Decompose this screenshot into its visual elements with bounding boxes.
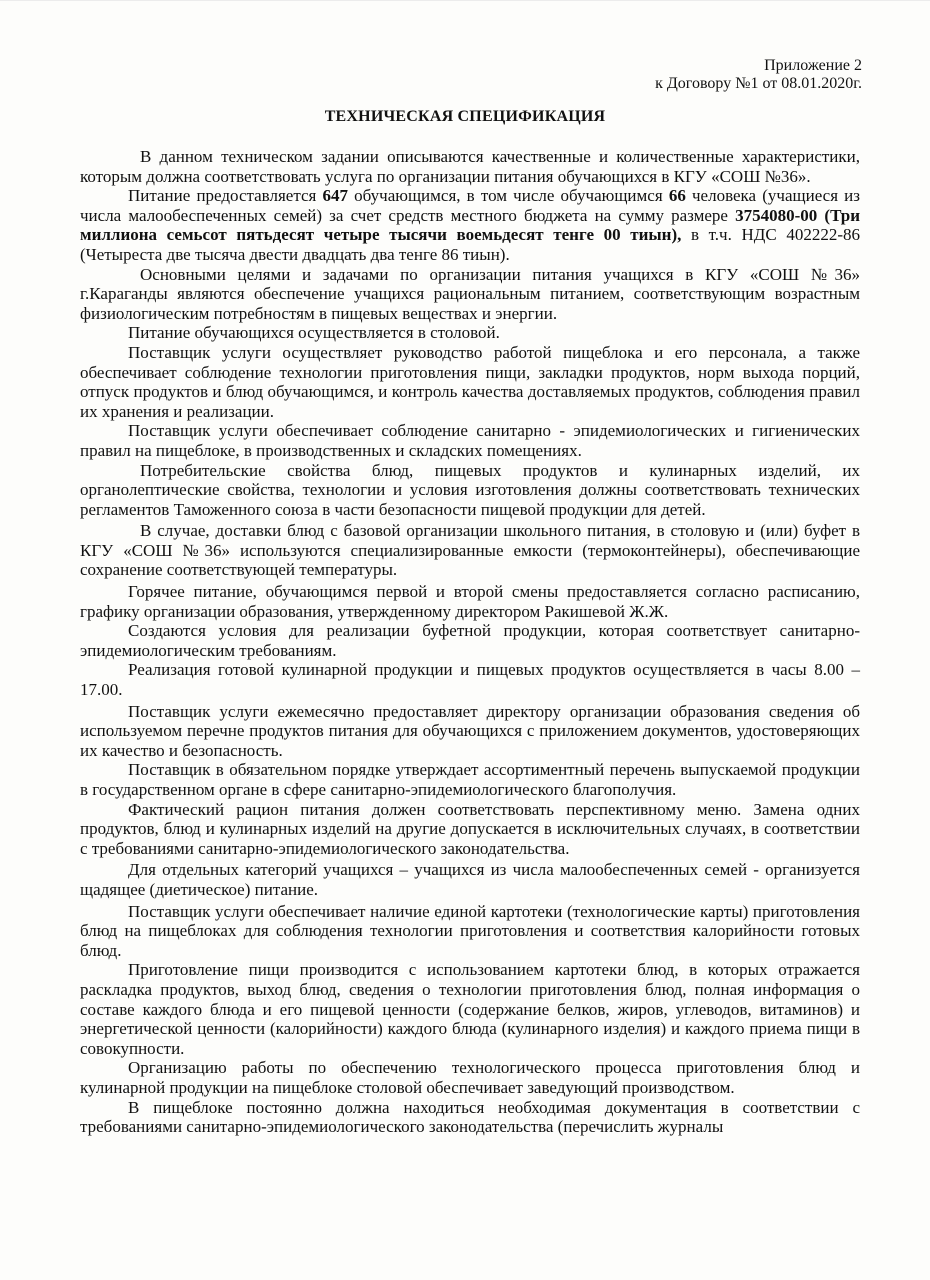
- funding-text-d: в т.ч. НДС 402222-86 (Четыреста две тысяча двести двадцать два тенге 86 тиын).: [80, 225, 860, 264]
- paragraph-card-index: Поставщик услуги обеспечивает наличие единой картотеки (технологические карты) приготовления блюд на пищеблоках для соблюдения технологии приготовления и соответствия калорийности готовых блюд.: [80, 901, 860, 960]
- paragraph-canteen: Питание обучающихся осуществляется в столовой.: [128, 323, 500, 343]
- paragraph-diet-menu: Фактический рацион питания должен соответствовать перспективному меню. Замена одних продуктов, блюд и кулинарных изделий на другие допускается в исключительных случаях, в соответствии с требованиями санитарно-эпидемиологического законодательства.: [80, 799, 860, 858]
- paragraph-sanitary-rules: Поставщик услуги обеспечивает соблюдение санитарно - эпидемиологических и гигиенических правил на пищеблоке, в производственных и складских помещениях.: [80, 421, 860, 460]
- funding-text-a: Питание предоставляется: [128, 186, 323, 206]
- annex-number: Приложение 2: [764, 57, 862, 74]
- paragraph-intro: В данном техническом задании описываются качественные и количественные характеристики, которым должна соответствовать услуга по организации питания обучающихся в КГУ «СОШ №36».: [80, 147, 860, 186]
- paragraph-special-diet: Для отдельных категорий учащихся – учащихся из числа малообеспеченных семей - организуется щадящее (диетическое) питание.: [80, 860, 860, 899]
- paragraph-production-manager: Организацию работы по обеспечению технологического процесса приготовления блюд и кулинарной продукции на пищеблоке столовой обеспечивает заведующий производством.: [80, 1058, 860, 1097]
- document-title: ТЕХНИЧЕСКАЯ СПЕЦИФИКАЦИЯ: [324, 108, 606, 125]
- contract-reference: к Договору №1 от 08.01.2020г.: [655, 75, 862, 92]
- paragraph-consumer-properties: Потребительские свойства блюд, пищевых продуктов и кулинарных изделий, их органолептические свойства, технологии и условия изготовления должны соответствовать технических регламентов Таможенного союза в части безопасности пищевой продукции для детей.: [80, 460, 860, 519]
- paragraph-buffet: Создаются условия для реализации буфетной продукции, которая соответствует санитарно-эпидемиологическим требованиям.: [80, 621, 860, 660]
- paragraph-sales-hours: Реализация готовой кулинарной продукции и пищевых продуктов осуществляется в часы 8.00 – 17.00.: [80, 660, 860, 700]
- annex-reference: [655, 57, 862, 93]
- paragraph-supplier-management: Поставщик услуги осуществляет руководство работой пищеблока и его персонала, а также обеспечивает соблюдение технологии приготовления пищи, закладки продуктов, норм выхода порций, отпуск продуктов и блюд обучающимся, и контроль качества доставляемых продуктов, соблюдения правил их хранения и реализации.: [80, 342, 860, 421]
- paragraph-assortment: Поставщик в обязательном порядке утверждает ассортиментный перечень выпускаемой продукции в государственном органе в сфере санитарно-эпидемиологического благополучия.: [80, 760, 860, 799]
- paragraph-hot-meals: Горячее питание, обучающимся первой и второй смены предоставляется согласно расписанию, графику организации образования, утвержденному директором Ракишевой Ж.Ж.: [80, 582, 860, 621]
- paragraph-monthly-report: Поставщик услуги ежемесячно предоставляет директору организации образования сведения об используемом перечне продуктов питания для обучающихся с приложением документов, удостоверяющих их качество и безопасность.: [80, 701, 860, 760]
- funding-text-c: человека (учащиеся из числа малообеспеченных семей) за счет средств местного бюджета на сумму размере: [80, 186, 860, 225]
- contract-amount: 3754080-00 (Три миллиона семьсот пятьдесят четыре тысячи воемьдесят тенге 00 тиын),: [80, 205, 861, 245]
- document-body: [80, 147, 860, 1137]
- paragraph-cooking: Приготовление пищи производится с использованием картотеки блюд, в которых отражается раскладка продуктов, выход блюд, сведения о технологии приготовления блюд, полная информация о составе каждого блюда и его пищевой ценности (содержание белков, жиров, углеводов, витаминов) и энергетической ценности (калорийности) каждого блюда (кулинарного изделия) и каждого приема пищи в совокупности.: [80, 960, 860, 1058]
- paragraph-funding: [80, 186, 860, 264]
- total-students-count: 647: [322, 186, 348, 206]
- paragraph-delivery: В случае, доставки блюд с базовой организации школьного питания, в столовую и (или) буфет в КГУ «СОШ №36» используются специализированные емкости (термоконтейнеры), обеспечивающие сохранение соответствующей температуры.: [80, 521, 860, 580]
- funding-text-b: обучающимся, в том числе обучающимся: [348, 186, 669, 206]
- low-income-students-count: 66: [668, 186, 686, 206]
- paragraph-goals: Основными целями и задачами по организации питания учащихся в КГУ «СОШ №36» г.Караганды являются обеспечение учащихся рациональным питанием, соответствующим возрастным физиологическим потребностям в пищевых веществах и энергии.: [80, 264, 860, 323]
- paragraph-documentation: В пищеблоке постоянно должна находиться необходимая документация в соответствии с требованиями санитарно-эпидемиологического законодательства (перечислить журналы: [80, 1097, 860, 1137]
